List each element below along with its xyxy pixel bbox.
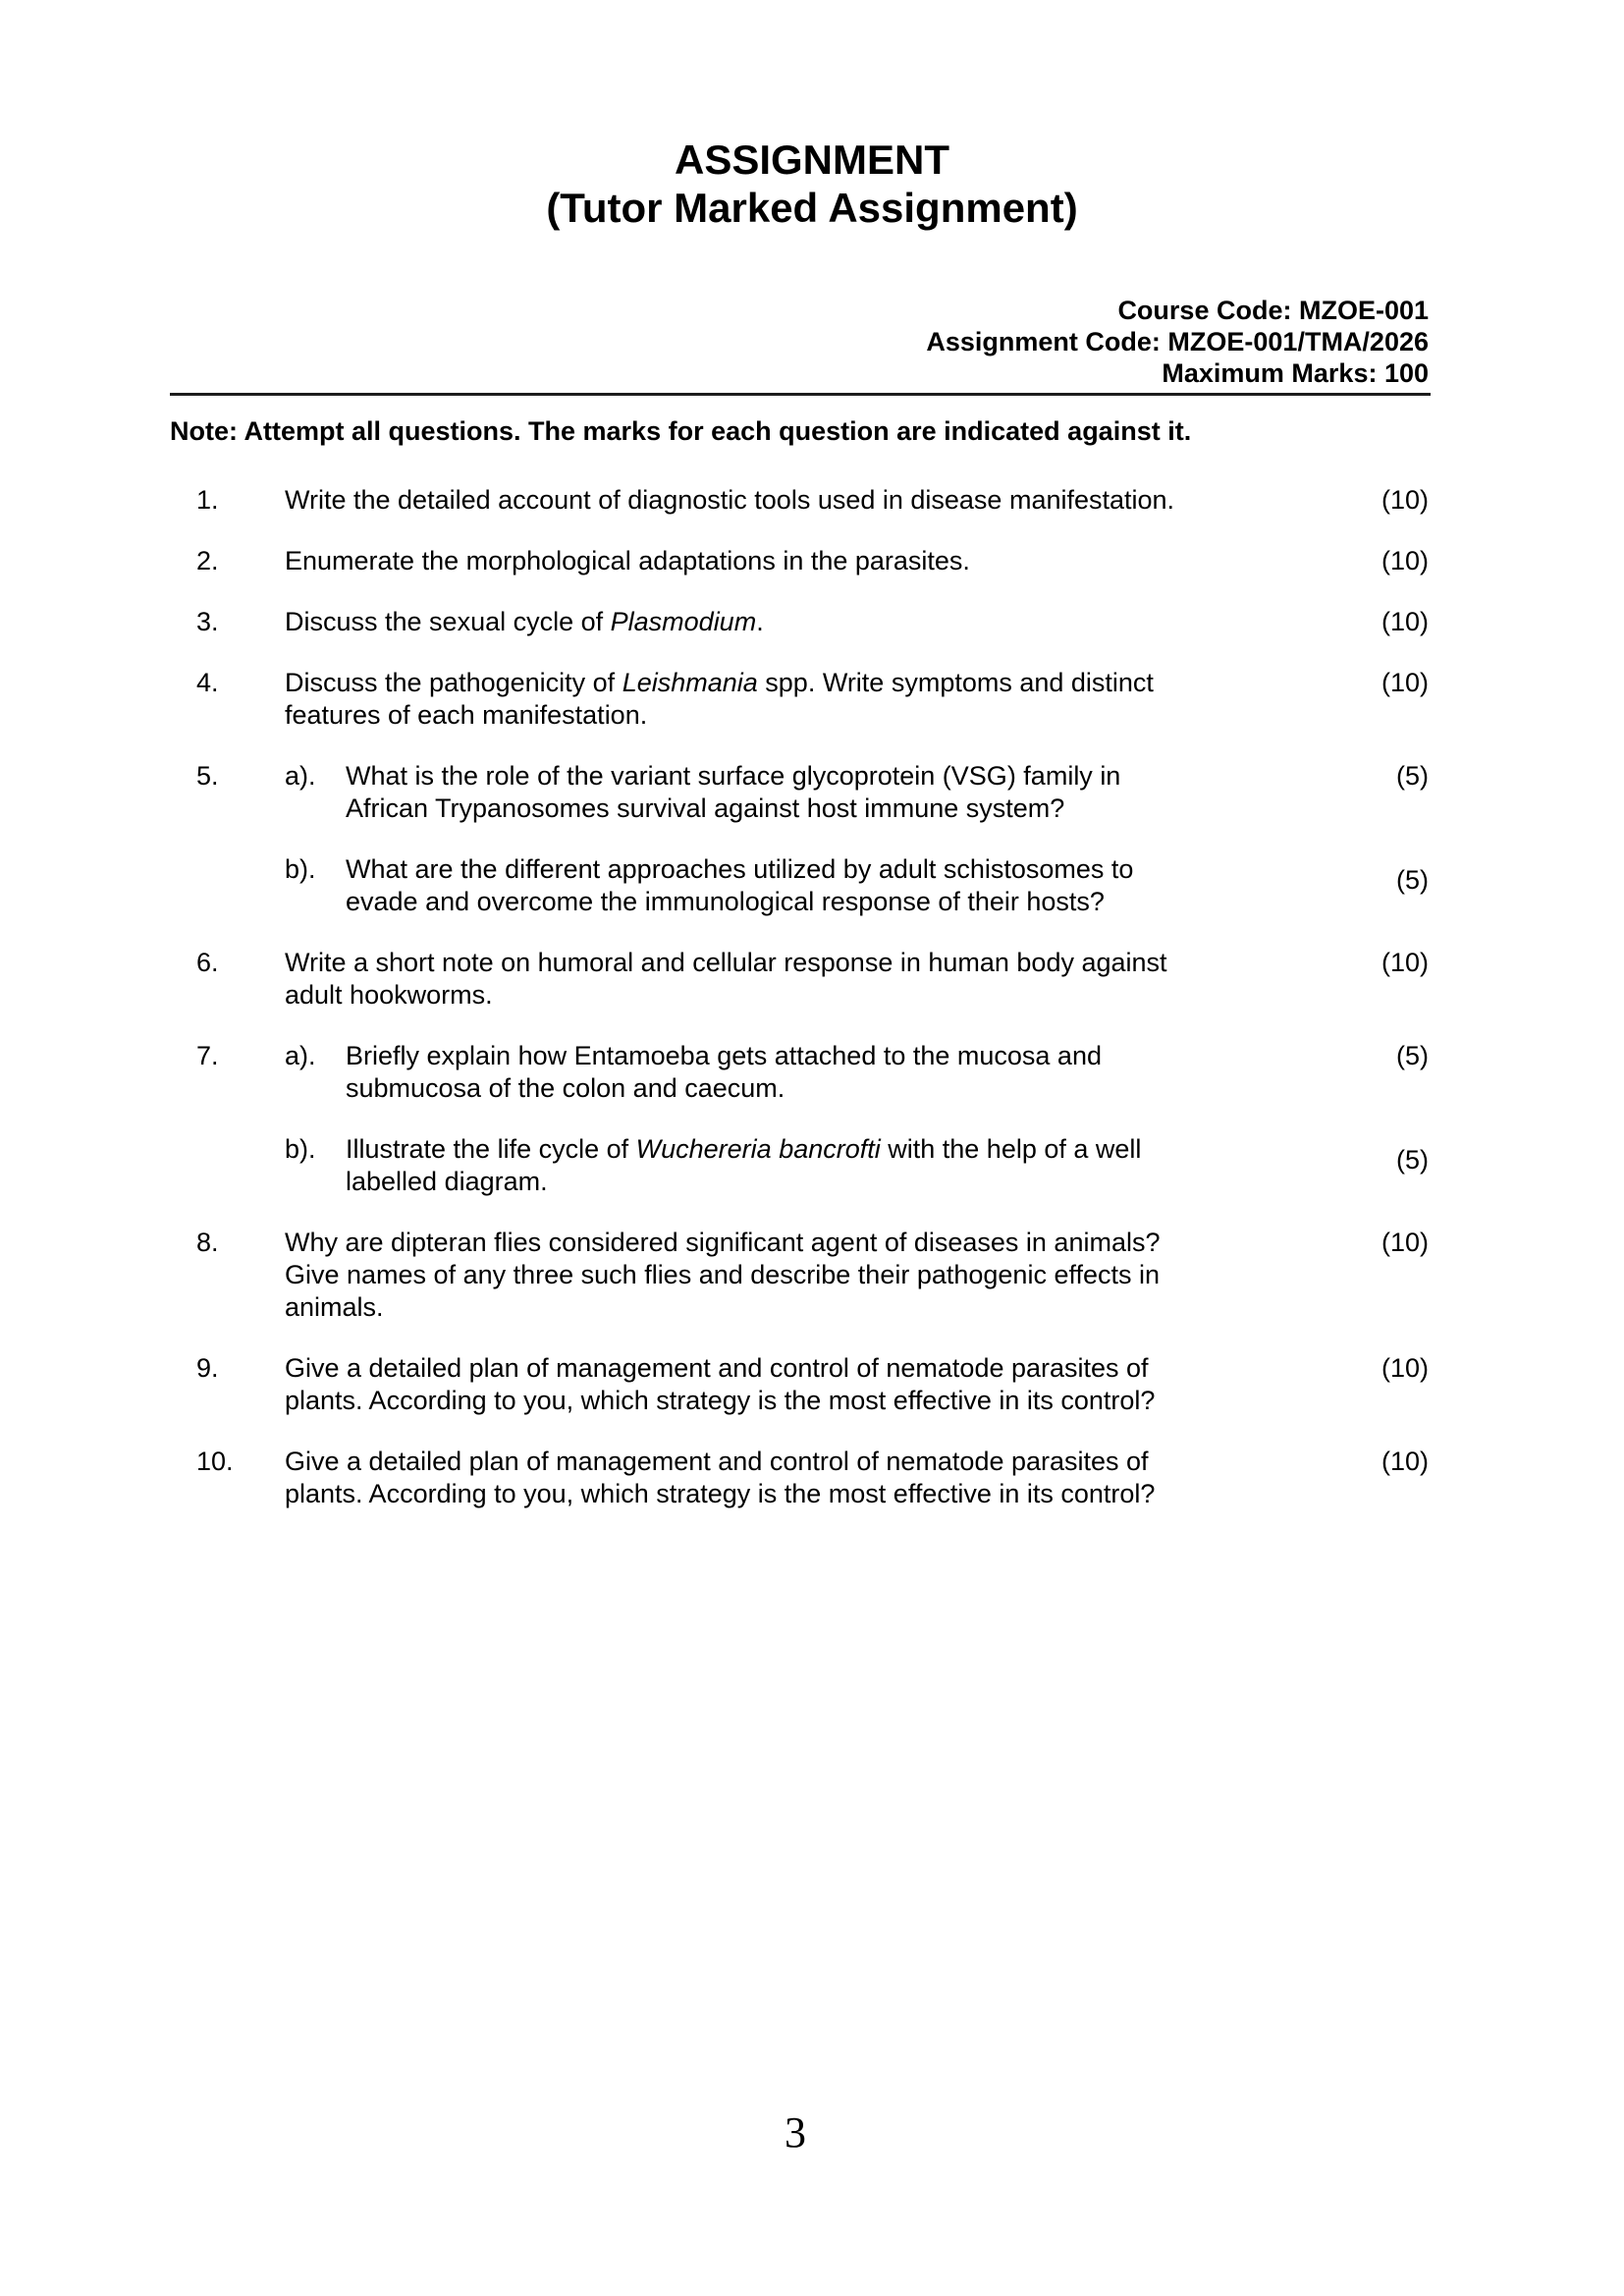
page-number: 3 xyxy=(785,2108,806,2157)
question-text-segment: What is the role of the variant surface glycoprotein (VSG) family in xyxy=(346,761,1121,791)
question-marks: (5) xyxy=(1396,1041,1429,1070)
question-content xyxy=(285,606,1342,638)
question-marks: (10) xyxy=(1380,1228,1429,1257)
subpart-label: b). xyxy=(285,854,316,884)
question-text-segment: Write a short note on humoral and cellular response in human body against xyxy=(285,948,1167,977)
question-marks: (10) xyxy=(1380,948,1429,977)
question-text xyxy=(285,484,1342,517)
question-text-segment: Enumerate the morphological adaptations in the parasites. xyxy=(285,546,970,575)
assignment-code-line: Assignment Code: MZOE-001/TMA/2026 xyxy=(926,327,1429,356)
question-text-segment: plants. According to you, which strategy is the most effective in its control? xyxy=(285,1479,1156,1508)
question-marks: (5) xyxy=(1396,865,1429,895)
question-row xyxy=(196,947,1429,1011)
question-content xyxy=(285,667,1342,732)
question-row xyxy=(196,1352,1429,1417)
question-row xyxy=(196,484,1429,517)
question-text-segment: labelled diagram. xyxy=(346,1167,548,1196)
question-marks: (10) xyxy=(1380,546,1429,575)
question-text xyxy=(285,667,1342,732)
question-marks: (10) xyxy=(1380,668,1429,697)
question-text xyxy=(285,947,1342,1011)
question-content xyxy=(285,853,1342,918)
question-row xyxy=(196,667,1429,732)
subpart-label: a). xyxy=(285,761,316,791)
question-number: 4. xyxy=(196,668,219,697)
question-content xyxy=(285,1446,1342,1510)
question-text-segment: animals. xyxy=(285,1292,384,1322)
question-text-segment: Why are dipteran flies considered significant agent of diseases in animals? xyxy=(285,1228,1161,1257)
question-number xyxy=(196,853,285,918)
question-text-segment: with the help of a well xyxy=(880,1134,1142,1164)
question-text-segment: Give a detailed plan of management and control of nematode parasites of xyxy=(285,1353,1149,1383)
question-marks: (10) xyxy=(1380,485,1429,515)
question-text-segment: spp. Write symptoms and distinct xyxy=(757,668,1154,697)
question-text xyxy=(346,853,1342,918)
question-text xyxy=(285,606,1342,638)
course-code-line: Course Code: MZOE-001 xyxy=(1117,296,1429,325)
question-text xyxy=(346,760,1342,825)
question-text xyxy=(346,1040,1342,1105)
question-content xyxy=(285,545,1342,577)
question-text-segment: submucosa of the colon and caecum. xyxy=(346,1073,785,1103)
question-content xyxy=(285,1040,1342,1105)
question-number: 2. xyxy=(196,546,219,575)
question-row xyxy=(196,1133,1429,1198)
question-row xyxy=(196,545,1429,577)
question-text-segment: evade and overcome the immunological response of their hosts? xyxy=(346,887,1105,916)
questions-list xyxy=(196,484,1429,1510)
page-title: ASSIGNMENT xyxy=(674,137,949,183)
page-subtitle: (Tutor Marked Assignment) xyxy=(546,185,1078,231)
question-text-segment: What are the different approaches utilized by adult schistosomes to xyxy=(346,854,1134,884)
question-text-segment: Write the detailed account of diagnostic tools used in disease manifestation. xyxy=(285,485,1175,515)
question-row xyxy=(196,606,1429,638)
question-row xyxy=(196,1040,1429,1105)
question-content xyxy=(285,760,1342,825)
question-text xyxy=(346,1133,1342,1198)
question-text-segment: Discuss the pathogenicity of xyxy=(285,668,623,697)
question-row xyxy=(196,760,1429,825)
subpart-label: a). xyxy=(285,1041,316,1070)
maximum-marks-line: Maximum Marks: 100 xyxy=(1162,358,1429,388)
question-content xyxy=(285,1352,1342,1417)
question-text-segment: Illustrate the life cycle of xyxy=(346,1134,636,1164)
question-text xyxy=(285,1446,1342,1510)
species-name: Plasmodium xyxy=(610,607,757,636)
subpart-label: b). xyxy=(285,1134,316,1164)
question-number xyxy=(196,1133,285,1198)
question-text xyxy=(285,545,1342,577)
question-marks: (10) xyxy=(1380,1447,1429,1476)
note-text: Note: Attempt all questions. The marks for each question are indicated against it. xyxy=(170,416,1192,446)
question-text-segment: Briefly explain how Entamoeba gets attached to the mucosa and xyxy=(346,1041,1102,1070)
question-row xyxy=(196,853,1429,918)
species-name: Wuchereria bancrofti xyxy=(635,1134,881,1164)
question-text xyxy=(285,1227,1342,1324)
title-block xyxy=(0,136,1624,232)
question-text xyxy=(285,1352,1342,1417)
question-marks: (5) xyxy=(1396,761,1429,791)
species-name: Leishmania xyxy=(622,668,758,697)
question-marks: (5) xyxy=(1396,1145,1429,1175)
question-content xyxy=(285,947,1342,1011)
question-number: 9. xyxy=(196,1353,219,1383)
question-text-segment: African Trypanosomes survival against host immune system? xyxy=(346,793,1065,823)
question-content xyxy=(285,1227,1342,1324)
question-text-segment: Discuss the sexual cycle of xyxy=(285,607,611,636)
question-marks: (10) xyxy=(1380,1353,1429,1383)
question-marks: (10) xyxy=(1380,607,1429,636)
header-block xyxy=(0,295,1429,389)
question-text-segment: Give a detailed plan of management and control of nematode parasites of xyxy=(285,1447,1149,1476)
question-number: 5. xyxy=(196,761,219,791)
question-text-segment: Give names of any three such flies and describe their pathogenic effects in xyxy=(285,1260,1161,1289)
question-content xyxy=(285,484,1342,517)
question-text-segment: features of each manifestation. xyxy=(285,700,648,730)
question-text-segment: . xyxy=(756,607,764,636)
question-number: 10. xyxy=(196,1447,234,1476)
question-number: 1. xyxy=(196,485,219,515)
question-content xyxy=(285,1133,1342,1198)
question-number: 6. xyxy=(196,948,219,977)
question-text-segment: adult hookworms. xyxy=(285,980,493,1010)
question-number: 8. xyxy=(196,1228,219,1257)
question-number: 7. xyxy=(196,1041,219,1070)
question-text-segment: plants. According to you, which strategy is the most effective in its control? xyxy=(285,1386,1156,1415)
question-row xyxy=(196,1446,1429,1510)
question-row xyxy=(196,1227,1429,1324)
header-divider xyxy=(170,393,1431,396)
question-number: 3. xyxy=(196,607,219,636)
